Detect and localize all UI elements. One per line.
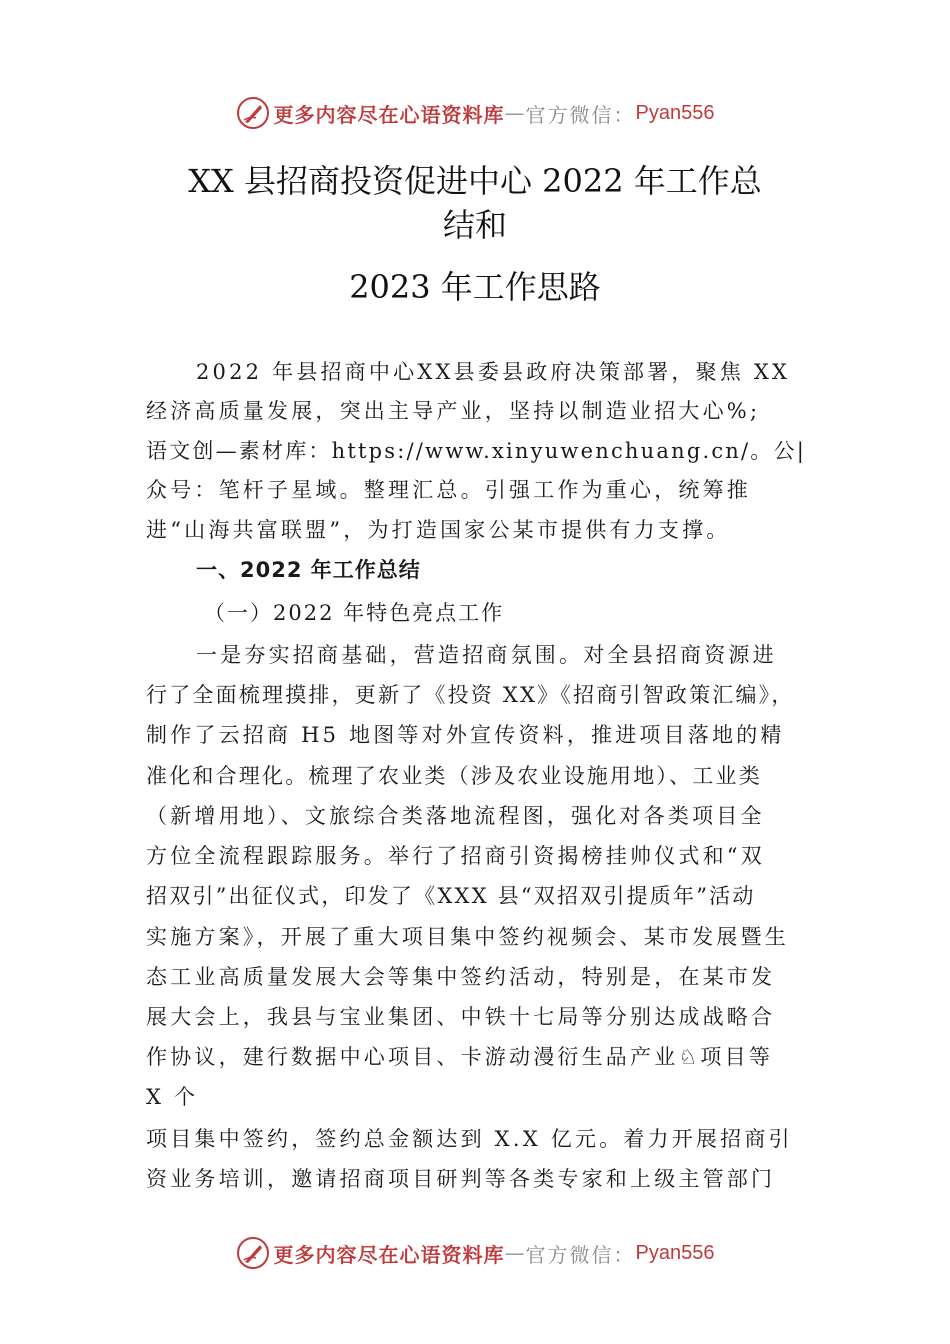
text-line: 作协议，建行数据中心项目、卡游动漫衍生品产业♘项目等 bbox=[146, 1045, 774, 1069]
text-line: 实施方案》，开展了重大项目集中签约视频会、某市发展暨生 bbox=[146, 925, 789, 949]
document-title-line-1: XX 县招商投资促进中心 2022 年工作总 bbox=[188, 162, 762, 200]
subsection-heading: （一）2022 年特色亮点工作 bbox=[204, 601, 505, 625]
text-line: 行了全面梳理摸排，更新了《投资 XX》《招商引智政策汇编》， bbox=[146, 683, 795, 707]
text-line: 进“山海共富联盟”，为打造国家公某市提供有力支撑。 bbox=[146, 518, 731, 542]
watermark-footer bbox=[0, 1236, 950, 1270]
text-line: 准化和合理化。梳理了农业类（涉及农业设施用地）、工业类 bbox=[146, 764, 762, 788]
watermark-id: Pyan556 bbox=[635, 1241, 715, 1264]
watermark-label: 官方微信： bbox=[525, 1242, 636, 1267]
text-line: 语文创—素材库：https://www.xinyuwenchuang.cn/。公| bbox=[146, 439, 806, 463]
watermark-separator: — bbox=[504, 101, 526, 125]
text-line: 展大会上，我县与宝业集团、中铁十七局等分别达成战略合 bbox=[146, 1005, 776, 1029]
text-line: 2022 年县招商中心XX县委县政府决策部署，聚焦 XX bbox=[196, 360, 791, 384]
text-line: 招双引”出征仪式，印发了《XXX 县“双招双引提质年”活动 bbox=[146, 884, 756, 908]
watermark-id: Pyan556 bbox=[635, 101, 715, 124]
section-heading: 一、2022 年工作总结 bbox=[196, 558, 421, 582]
document-title-line-3: 2023 年工作思路 bbox=[349, 268, 601, 306]
text-line: 项目集中签约，签约总金额达到 X.X 亿元。着力开展招商引 bbox=[146, 1127, 793, 1151]
watermark-separator: — bbox=[504, 1241, 526, 1265]
watermark-brand: 更多内容尽在心语资料库 bbox=[273, 102, 505, 127]
text-line: （新增用地）、文旅综合类落地流程图，强化对各类项目全 bbox=[146, 804, 765, 828]
text-line: X 个 bbox=[146, 1085, 199, 1109]
quill-logo-icon bbox=[236, 1236, 270, 1270]
quill-logo-icon bbox=[236, 96, 270, 130]
text-line: 制作了云招商 H5 地图等对外宣传资料，推进项目落地的精 bbox=[146, 723, 785, 747]
document-title-line-2: 结和 bbox=[442, 206, 507, 244]
text-line: 一是夯实招商基础，营造招商氛围。对全县招商资源进 bbox=[196, 643, 777, 667]
text-line: 众号：笔杆子星域。整理汇总。引强工作为重心，统筹推 bbox=[146, 478, 751, 502]
text-line: 资业务培训，邀请招商项目研判等各类专家和上级主管部门 bbox=[146, 1167, 776, 1191]
text-line: 方位全流程跟踪服务。举行了招商引资揭榜挂帅仪式和“双 bbox=[146, 844, 765, 868]
text-line: 态工业高质量发展大会等集中签约活动，特别是，在某市发 bbox=[146, 965, 776, 989]
text-line: 经济高质量发展，突出主导产业，坚持以制造业招大心%; bbox=[146, 399, 761, 423]
watermark-header bbox=[0, 96, 950, 130]
watermark-brand: 更多内容尽在心语资料库 bbox=[273, 1242, 505, 1267]
watermark-label: 官方微信： bbox=[525, 102, 636, 127]
